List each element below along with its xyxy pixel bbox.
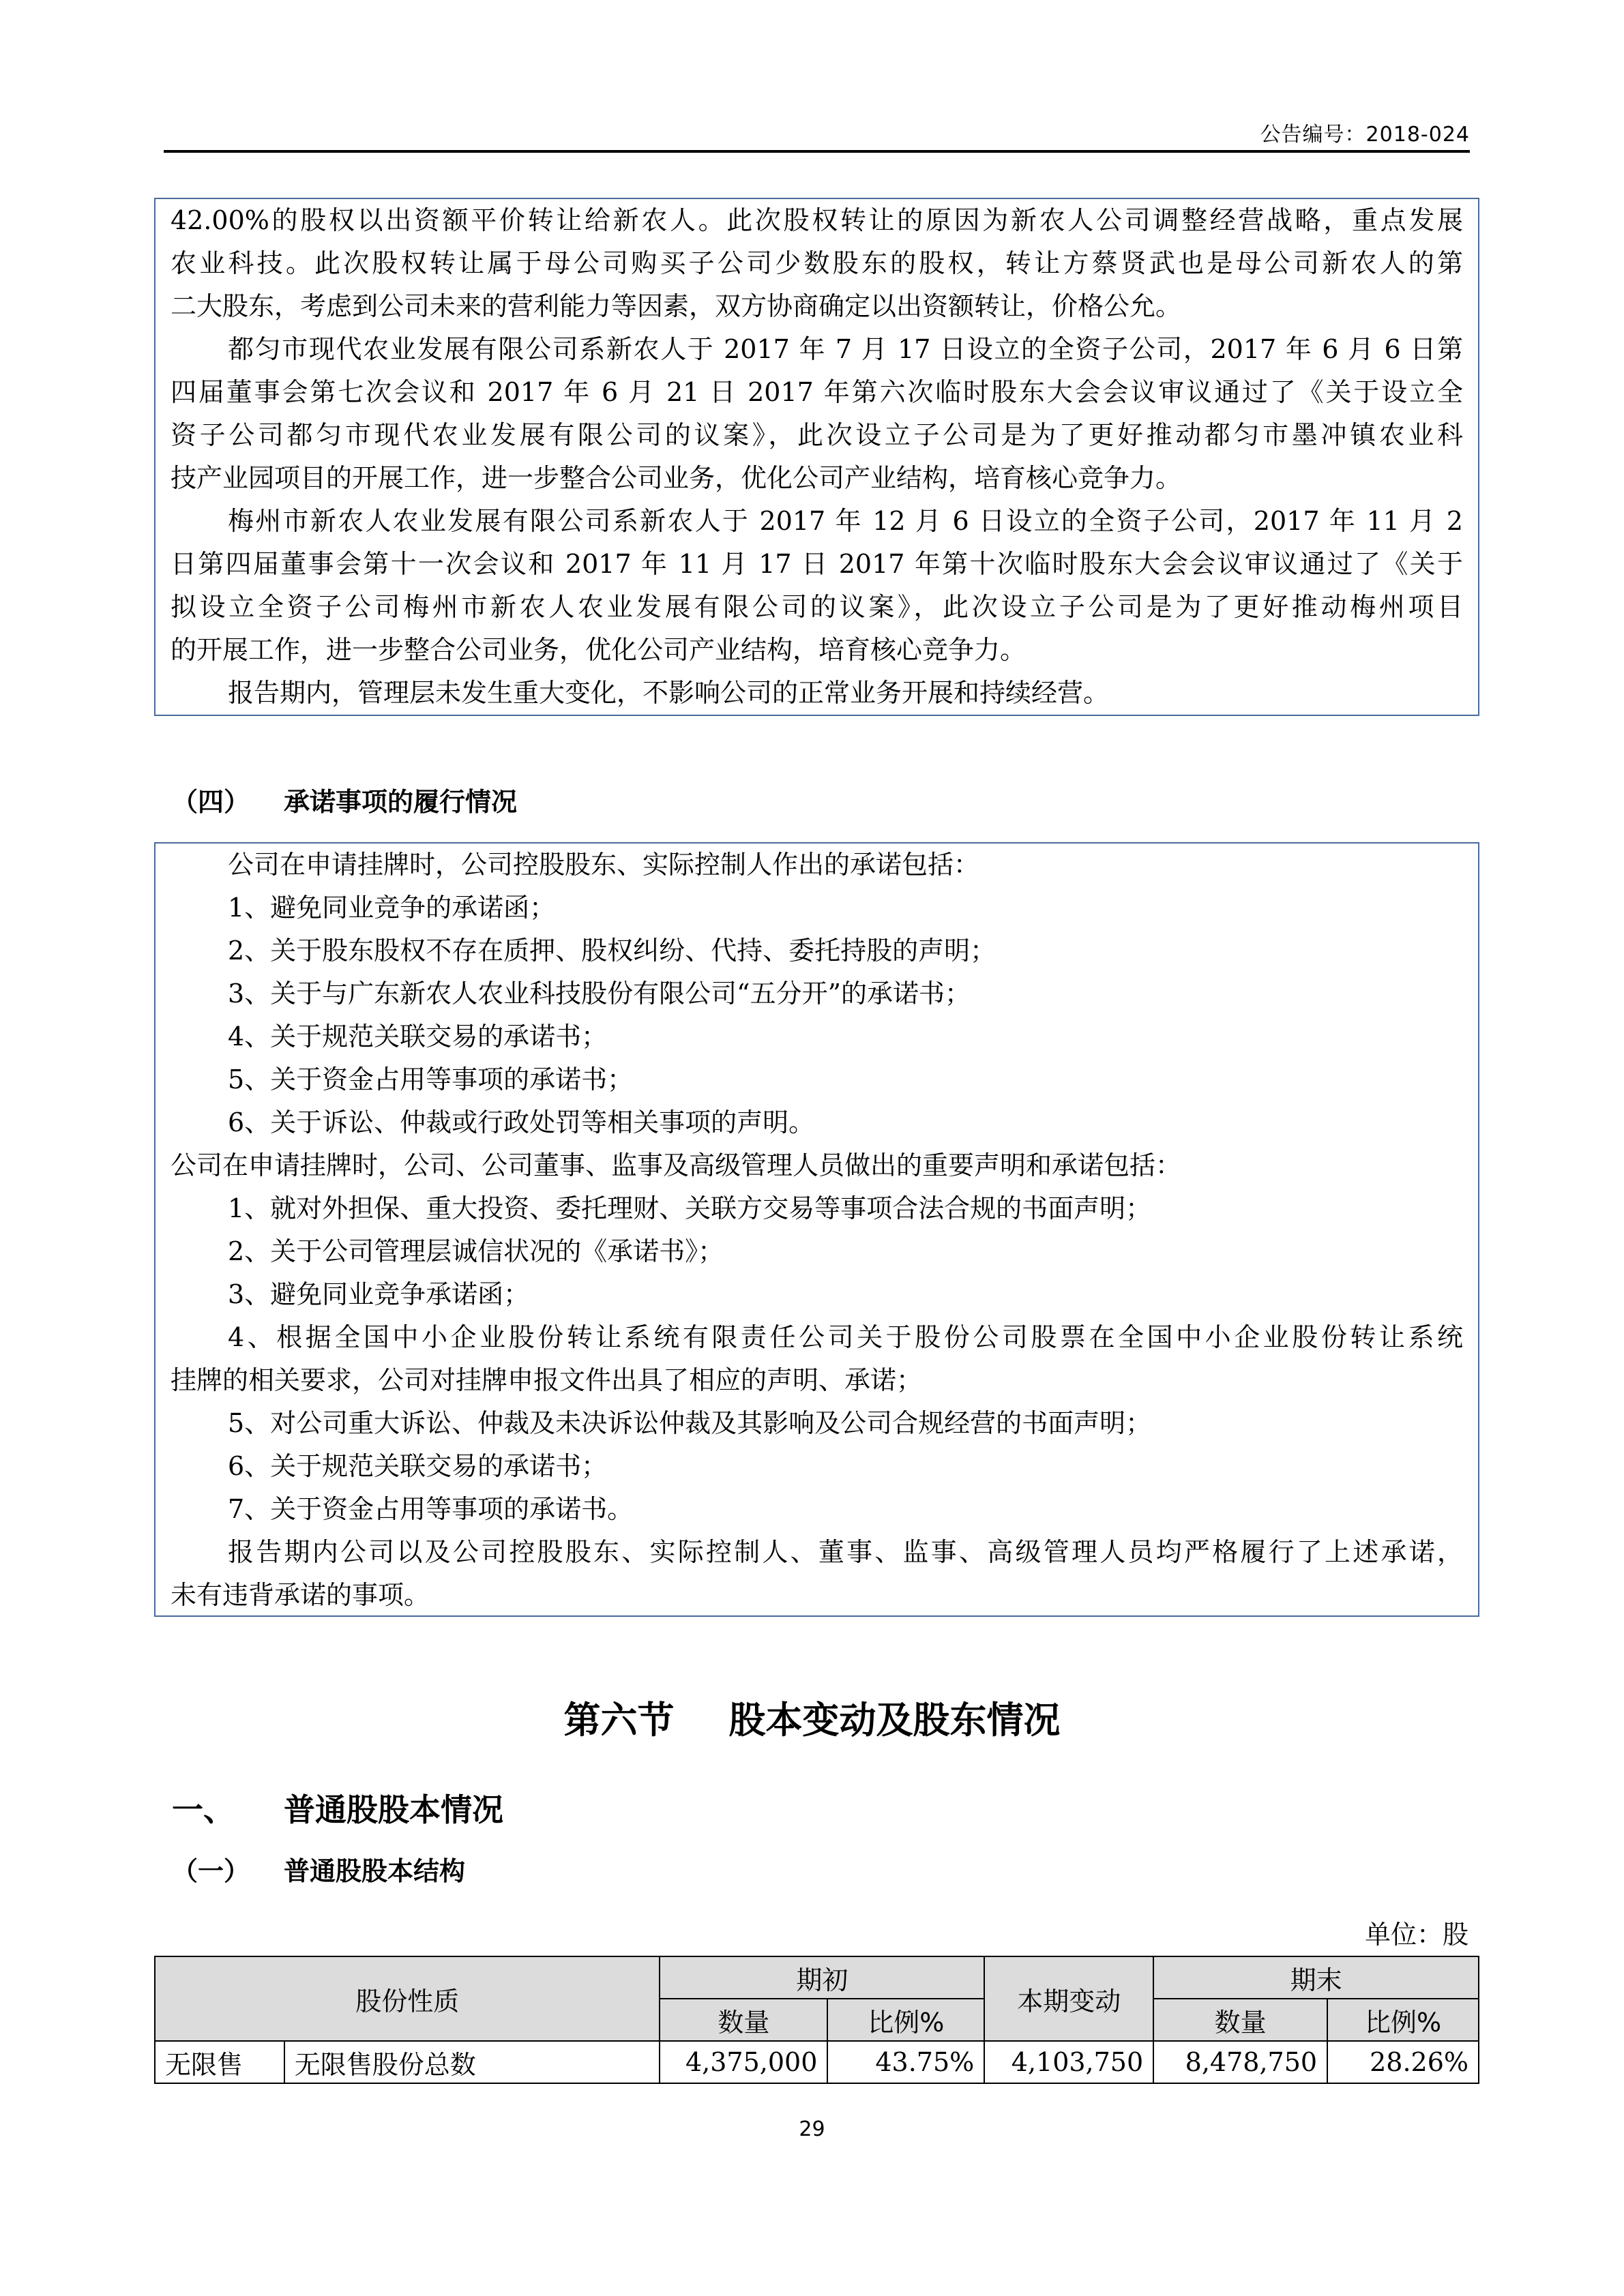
box1-line-1: 42.00%的股权以出资额平价转让给新农人。此次股权转让的原因为新农人公司调整经营战略，重点发展 [171,205,1463,235]
text-box-equity-transfer [154,198,1479,716]
box2-line-9: 1、就对外担保、重大投资、委托理财、关联方交易等事项合法合规的书面声明； [228,1193,1152,1223]
box2-line-3: 2、关于股东股权不存在质押、股权纠纷、代持、委托持股的声明； [228,936,996,966]
row-change: 4,103,750 [984,2041,1153,2083]
header-rule [164,150,1470,153]
section-four-number: （四） [172,787,250,817]
box2-line-15: 6、关于规范关联交易的承诺书； [228,1451,608,1481]
text-box-commitments [154,842,1479,1617]
row-begin-quantity: 4,375,000 [660,2041,827,2083]
box2-line-1: 公司在申请挂牌时，公司控股股东、实际控制人作出的承诺包括： [228,850,980,880]
chapter-title: 股本变动及股东情况 [728,1699,1061,1742]
row-end-quantity: 8,478,750 [1153,2041,1327,2083]
header-begin-ratio: 比例% [827,1999,984,2041]
box2-line-10: 2、关于公司管理层诚信状况的《承诺书》； [228,1236,724,1266]
header-period-change: 本期变动 [984,1956,1153,2041]
box1-line-5: 四届董事会第七次会议和 2017 年 6 月 21 日 2017 年第六次临时股东大会会议审议通过了《关于设立全 [171,377,1463,407]
box1-line-8: 梅州市新农人农业发展有限公司系新农人于 2017 年 12 月 6 日设立的全资子公司，2017 年 11 月 2 [228,506,1463,536]
section-four-title: 承诺事项的履行情况 [284,787,518,817]
box2-line-17: 报告期内公司以及公司控股股东、实际控制人、董事、监事、高级管理人员均严格履行了上述承诺， [228,1537,1463,1567]
box2-line-6: 5、关于资金占用等事项的承诺书； [228,1064,634,1094]
section-one-title: 普通股股本情况 [284,1791,503,1828]
box2-line-2: 1、避免同业竞争的承诺函； [228,893,556,923]
header-period-end: 期末 [1153,1956,1479,1999]
box1-line-3: 二大股东，考虑到公司未来的营利能力等因素，双方协商确定以出资额转让，价格公允。 [171,291,1182,321]
box2-line-18: 未有违背承诺的事项。 [171,1580,430,1610]
box1-line-9: 日第四届董事会第十一次会议和 2017 年 11 月 17 日 2017 年第十次临时股东大会会议审议通过了《关于 [171,549,1463,579]
box1-line-6: 资子公司都匀市现代农业发展有限公司的议案》，此次设立子公司是为了更好推动都匀市墨冲镇农业科 [171,420,1463,450]
box2-line-7: 6、关于诉讼、仲裁或行政处罚等相关事项的声明。 [228,1107,815,1137]
row-name: 无限售股份总数 [284,2041,660,2083]
section-one-number: 一、 [172,1791,235,1828]
unit-label: 单位：股 [1364,1920,1468,1950]
box2-line-16: 7、关于资金占用等事项的承诺书。 [228,1494,634,1524]
header-period-begin: 期初 [660,1956,984,1999]
row-begin-ratio: 43.75% [827,2041,984,2083]
box1-line-4: 都匀市现代农业发展有限公司系新农人于 2017 年 7 月 17 日设立的全资子公司，2017 年 6 月 6 日第 [228,334,1463,364]
box2-line-13: 挂牌的相关要求，公司对挂牌申报文件出具了相应的声明、承诺； [171,1365,923,1395]
page-number: 29 [799,2117,825,2141]
box2-line-14: 5、对公司重大诉讼、仲裁及未决诉讼仲裁及其影响及公司合规经营的书面声明； [228,1408,1152,1438]
box2-line-11: 3、避免同业竞争承诺函； [228,1279,530,1309]
header-end-ratio: 比例% [1327,1999,1479,2041]
table-row [155,2041,1479,2083]
box1-line-12: 报告期内，管理层未发生重大变化，不影响公司的正常业务开展和持续经营。 [228,678,1110,708]
announcement-code: 公告编号：2018-024 [1260,123,1470,147]
box2-line-8: 公司在申请挂牌时，公司、公司董事、监事及高级管理人员做出的重要声明和承诺包括： [171,1150,1182,1180]
box1-line-11: 的开展工作，进一步整合公司业务，优化公司产业结构，培育核心竞争力。 [171,635,1027,665]
box2-line-12: 4、根据全国中小企业股份转让系统有限责任公司关于股份公司股票在全国中小企业股份转让系统 [228,1322,1463,1352]
box2-line-5: 4、关于规范关联交易的承诺书； [228,1022,608,1052]
header-end-quantity: 数量 [1153,1999,1327,2041]
header-share-nature: 股份性质 [155,1956,660,2041]
subsection-one-title: 普通股股本结构 [284,1856,466,1886]
box1-line-10: 拟设立全资子公司梅州市新农人农业发展有限公司的议案》，此次设立子公司是为了更好推动梅州项目 [171,592,1463,622]
box2-line-4: 3、关于与广东新农人农业科技股份有限公司“五分开”的承诺书； [228,979,971,1009]
share-structure-table [154,1956,1479,2084]
box1-line-7: 技产业园项目的开展工作，进一步整合公司业务，优化公司产业结构，培育核心竞争力。 [171,463,1182,493]
chapter-heading [0,1691,1624,1744]
chapter-number: 第六节 [563,1699,675,1742]
row-category: 无限售 [155,2041,284,2083]
box1-line-2: 农业科技。此次股权转让属于母公司购买子公司少数股东的股权，转让方蔡贤武也是母公司新农人的第 [171,248,1463,278]
header-begin-quantity: 数量 [660,1999,827,2041]
row-end-ratio: 28.26% [1327,2041,1479,2083]
subsection-one-number: （一） [172,1856,250,1886]
